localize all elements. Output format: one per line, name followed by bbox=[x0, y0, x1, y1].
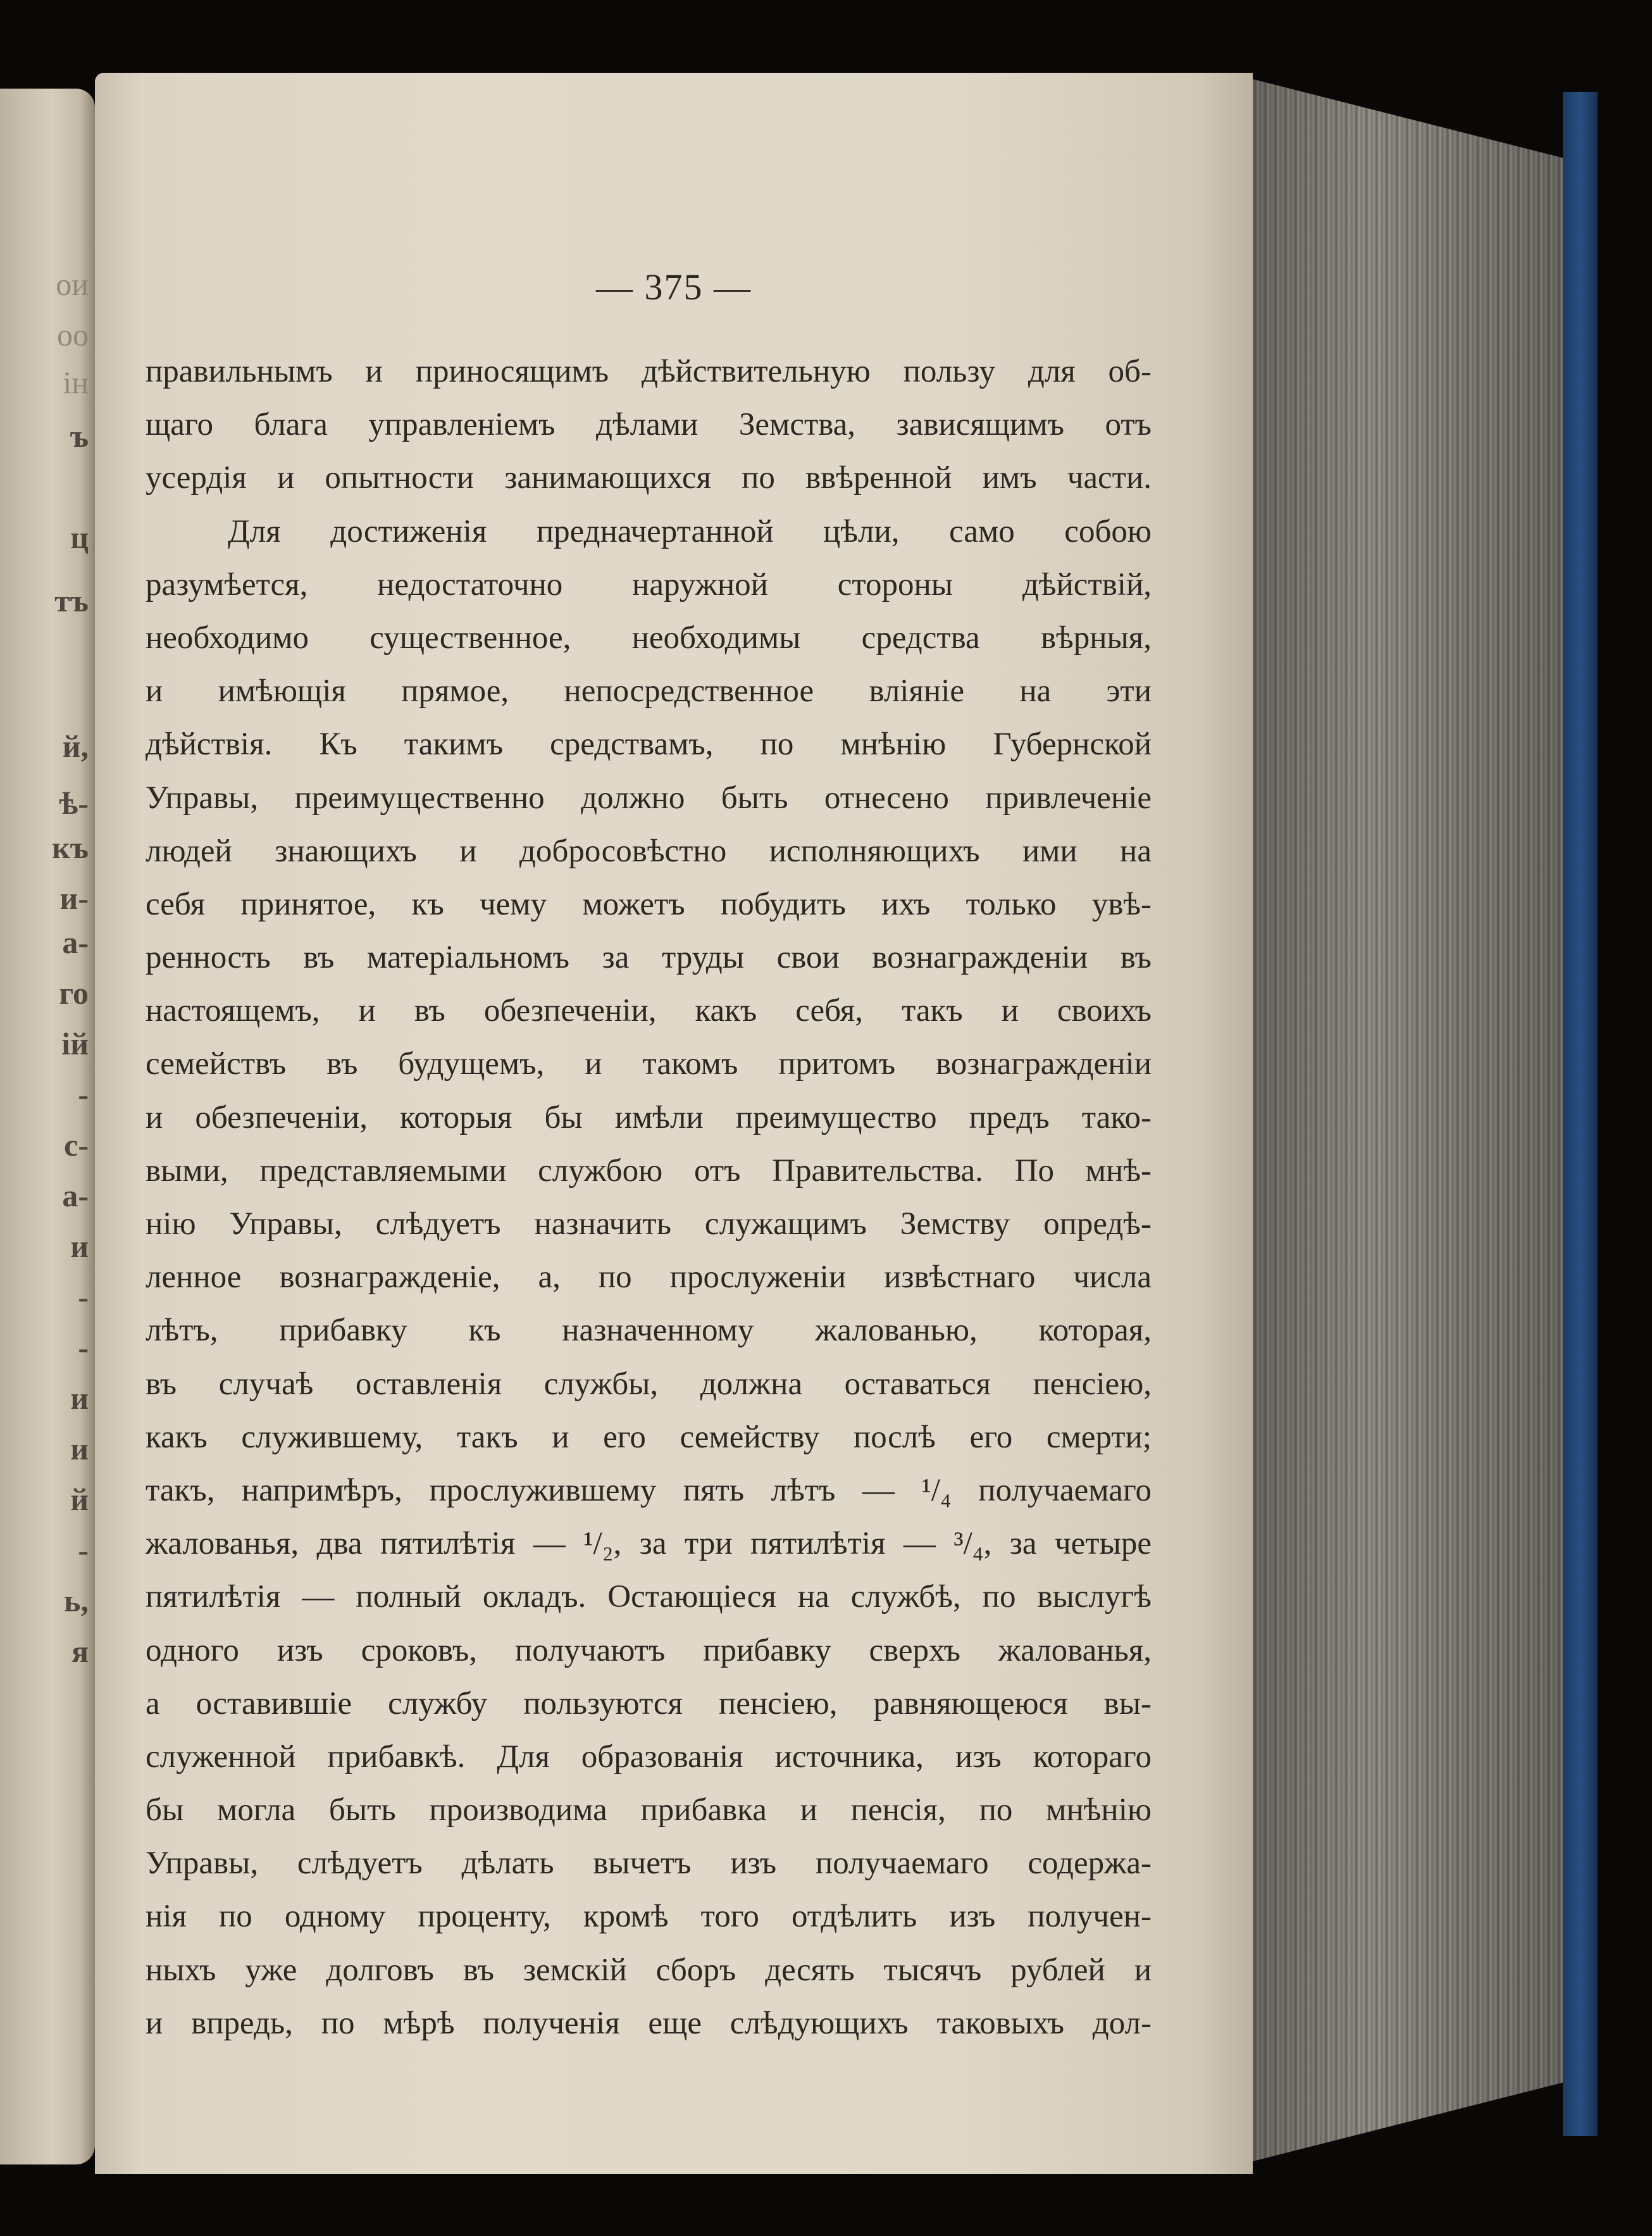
text-line: ленное вознагражденіе, а, по прослуженіи извѣстнаго числа bbox=[146, 1259, 1152, 1296]
previous-page-text-fragment: - bbox=[78, 1077, 89, 1112]
text-line: и имѣющія прямое, непосредственное вліяніе на эти bbox=[146, 673, 1152, 709]
page-text bbox=[146, 345, 1152, 2050]
previous-page-text-fragment: - bbox=[78, 1532, 89, 1568]
previous-page-text-fragment: и bbox=[70, 1228, 89, 1264]
previous-page-text-fragment: оо bbox=[57, 317, 89, 353]
previous-page-text-fragment: ін bbox=[63, 365, 89, 400]
text-line: лѣтъ, прибавку къ назначенному жалованью, которая, bbox=[146, 1313, 1152, 1349]
previous-page-text-fragment: ѣ- bbox=[59, 785, 89, 821]
previous-page-text-fragment: й bbox=[70, 1482, 89, 1517]
text-line: въ случаѣ оставленія службы, должна оставаться пенсіею, bbox=[146, 1366, 1152, 1402]
previous-page-text-fragment: я bbox=[71, 1633, 89, 1669]
text-line: разумѣется, недостаточно наружной стороны дѣйствій, bbox=[146, 566, 1152, 603]
text-line: нія по одному проценту, кромѣ того отдѣлить изъ получен- bbox=[146, 1899, 1152, 1935]
book-cover bbox=[1563, 92, 1598, 2136]
text-line: жалованья, два пятилѣтія — ¹/₂, за три пятилѣтія — ³/₄, за четыре bbox=[146, 1526, 1152, 1562]
previous-page-text-fragment: й, bbox=[62, 728, 89, 764]
text-line: бы могла быть производима прибавка и пенсія, по мнѣнію bbox=[146, 1792, 1152, 1828]
book-page-edges-shading bbox=[1240, 76, 1569, 2164]
previous-page-text-fragment: и- bbox=[59, 880, 89, 916]
text-line: необходимо существенное, необходимы средства вѣрныя, bbox=[146, 620, 1152, 656]
text-line: ренность въ матеріальномъ за труды свои вознагражденіи въ bbox=[146, 940, 1152, 976]
text-line: семействъ въ будущемъ, и такомъ притомъ вознагражденіи bbox=[146, 1046, 1152, 1082]
previous-page-text-fragment: с- bbox=[64, 1127, 89, 1163]
previous-page-text-fragment: и bbox=[70, 1431, 89, 1466]
previous-page-text-fragment: ои bbox=[56, 266, 89, 302]
text-line: такъ, напримѣръ, прослужившему пять лѣтъ — ¹/₄ получаемаго bbox=[146, 1472, 1152, 1508]
text-line: и обезпеченіи, которыя бы имѣли преимущество предъ тако- bbox=[146, 1099, 1152, 1135]
book-page bbox=[95, 73, 1253, 2174]
text-line: пятилѣтія — полный окладъ. Остающіеся на службѣ, по выслугѣ bbox=[146, 1579, 1152, 1615]
previous-page-text-fragment: а- bbox=[62, 1178, 89, 1213]
previous-page-text-fragment: ь, bbox=[64, 1583, 89, 1618]
previous-page-text-fragment: - bbox=[78, 1279, 89, 1315]
text-line: какъ служившему, такъ и его семейству послѣ его смерти; bbox=[146, 1419, 1152, 1455]
text-line: одного изъ сроковъ, получаютъ прибавку сверхъ жалованья, bbox=[146, 1632, 1152, 1668]
previous-page-text-fragment: тъ bbox=[54, 583, 89, 618]
previous-page-text-fragment: ъ bbox=[70, 418, 89, 454]
text-line: щаго блага управленіемъ дѣлами Земства, зависящимъ отъ bbox=[146, 407, 1152, 443]
previous-page-text-fragment: - bbox=[78, 1330, 89, 1365]
text-line: выми, представляемыми службою отъ Правительства. По мнѣ- bbox=[146, 1152, 1152, 1189]
previous-page-edge bbox=[0, 89, 95, 2164]
text-line: ныхъ уже долговъ въ земскій сборъ десять тысячъ рублей и bbox=[146, 1952, 1152, 1988]
text-line: усердія и опытности занимающихся по ввѣренной имъ части. bbox=[146, 460, 1152, 496]
previous-page-text-fragment: ій bbox=[61, 1026, 89, 1061]
text-line: людей знающихъ и добросовѣстно исполняющихъ ими на bbox=[146, 833, 1152, 869]
previous-page-text-fragment: къ bbox=[52, 830, 89, 865]
text-line: правильнымъ и приносящимъ дѣйствительную пользу для об- bbox=[146, 354, 1152, 389]
text-line: и впредь, по мѣрѣ полученія еще слѣдующихъ таковыхъ дол- bbox=[146, 2005, 1152, 2041]
text-line: Управы, преимущественно должно быть отнесено привлеченіе bbox=[146, 780, 1152, 816]
previous-page-text-fragment: ц bbox=[70, 520, 89, 555]
text-line: Управы, слѣдуетъ дѣлать вычетъ изъ получаемаго содержа- bbox=[146, 1846, 1152, 1882]
text-line: Для достиженія предначертанной цѣли, само собою bbox=[228, 513, 1152, 549]
page-number: — 375 — bbox=[596, 266, 752, 308]
text-line: нію Управы, слѣдуетъ назначить служащимъ Земству опредѣ- bbox=[146, 1206, 1152, 1242]
text-line: дѣйствія. Къ такимъ средствамъ, по мнѣнію Губернской bbox=[146, 727, 1152, 763]
text-line: служенной прибавкѣ. Для образованія источника, изъ котораго bbox=[146, 1739, 1152, 1775]
text-line: а оставившіе службу пользуются пенсіею, равняющеюся вы- bbox=[146, 1685, 1152, 1721]
text-line: настоящемъ, и въ обезпеченіи, какъ себя, такъ и своихъ bbox=[146, 993, 1152, 1029]
previous-page-text-fragment: и bbox=[70, 1380, 89, 1416]
text-line: себя принятое, къ чему можетъ побудить ихъ только увѣ- bbox=[146, 886, 1152, 922]
previous-page-text-fragment: а- bbox=[62, 925, 89, 960]
previous-page-text-fragment: го bbox=[59, 975, 89, 1011]
